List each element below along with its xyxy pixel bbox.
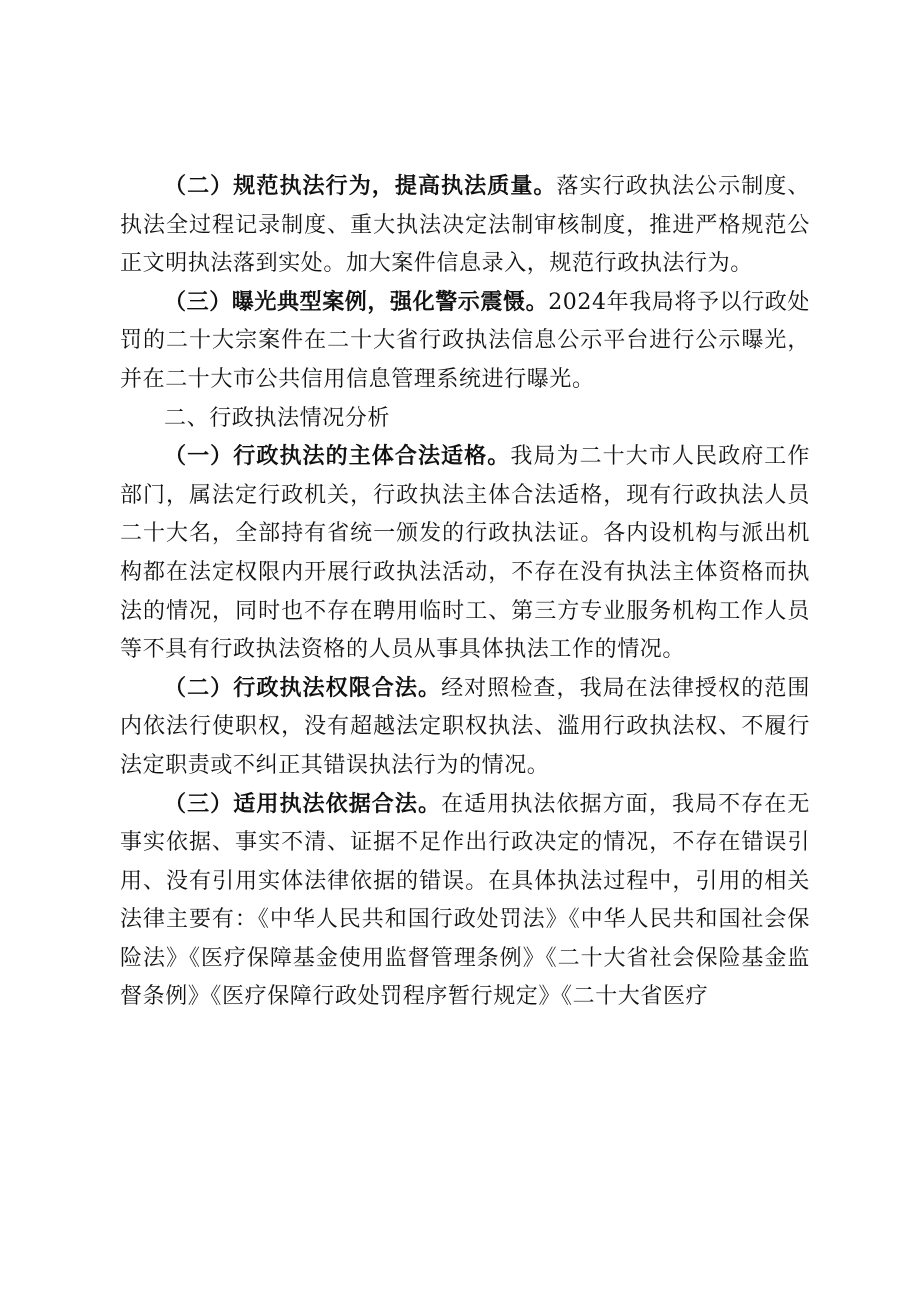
paragraph-body: 落实行政执法公示制度、执法全过程记录制度、重大执法决定法制审核制度，推进严格规范公正文明执法落到实处。加大案件信息录入，规范行政执法行为。	[120, 174, 811, 277]
paragraph-body: 经对照检查，我局在法律授权的范围内依法行使职权，没有超越法定职权执法、滥用行政执法权、不履行法定职责或不纠正其错误执法行为的情况。	[120, 675, 810, 778]
paragraph-body: 在适用执法依据方面，我局不存在无事实依据、事实不清、证据不足作出行政决定的情况，不存在错误引用、没有引用实体法律依据的错误。在具体执法过程中，引用的相关法律主要有：《中华人民共和国行政处罚法》《中华人民共和国社会保险法》《医疗保障基金使用监督管理条例》《二十大省社会保险基金监督条例》《医疗保障行政处罚程序暂行规定》《二十大省医疗	[120, 791, 810, 1010]
paragraph-lead: （一）行政执法的主体合法适格。	[164, 444, 511, 470]
paragraph-expose-cases	[120, 284, 810, 400]
paragraph-authority-legal	[120, 670, 810, 786]
paragraph-body: 我局为二十大市人民政府工作部门，属法定行政机关，行政执法主体合法适格，现有行政执法人员二十大名，全部持有省统一颁发的行政执法证。各内设机构与派出机构都在法定权限内开展行政执法活动，不存在没有执法主体资格而执法的情况，同时也不存在聘用临时工、第三方专业服务机构工作人员等不具有行政执法资格的人员从事具体执法工作的情况。	[120, 444, 810, 663]
paragraph-lead: （二）行政执法权限合法。	[164, 675, 442, 701]
paragraph-lead: （三）曝光典型案例，强化警示震慑。	[164, 289, 549, 315]
document-body	[120, 168, 810, 1017]
section-heading: 二、行政执法情况分析	[164, 405, 391, 431]
paragraph-body: 2024年我局将予以行政处罚的二十大宗案件在二十大省行政执法信息公示平台进行公示曝光，并在二十大市公共信用信息管理系统进行曝光。	[120, 289, 810, 392]
paragraph-subject-qualified	[120, 438, 810, 670]
paragraph-lead: （二）规范执法行为，提高执法质量。	[164, 174, 557, 199]
paragraph-basis-legal	[120, 786, 810, 1018]
paragraph-standardize-enforcement	[120, 168, 810, 284]
paragraph-lead: （三）适用执法依据合法。	[164, 791, 442, 817]
